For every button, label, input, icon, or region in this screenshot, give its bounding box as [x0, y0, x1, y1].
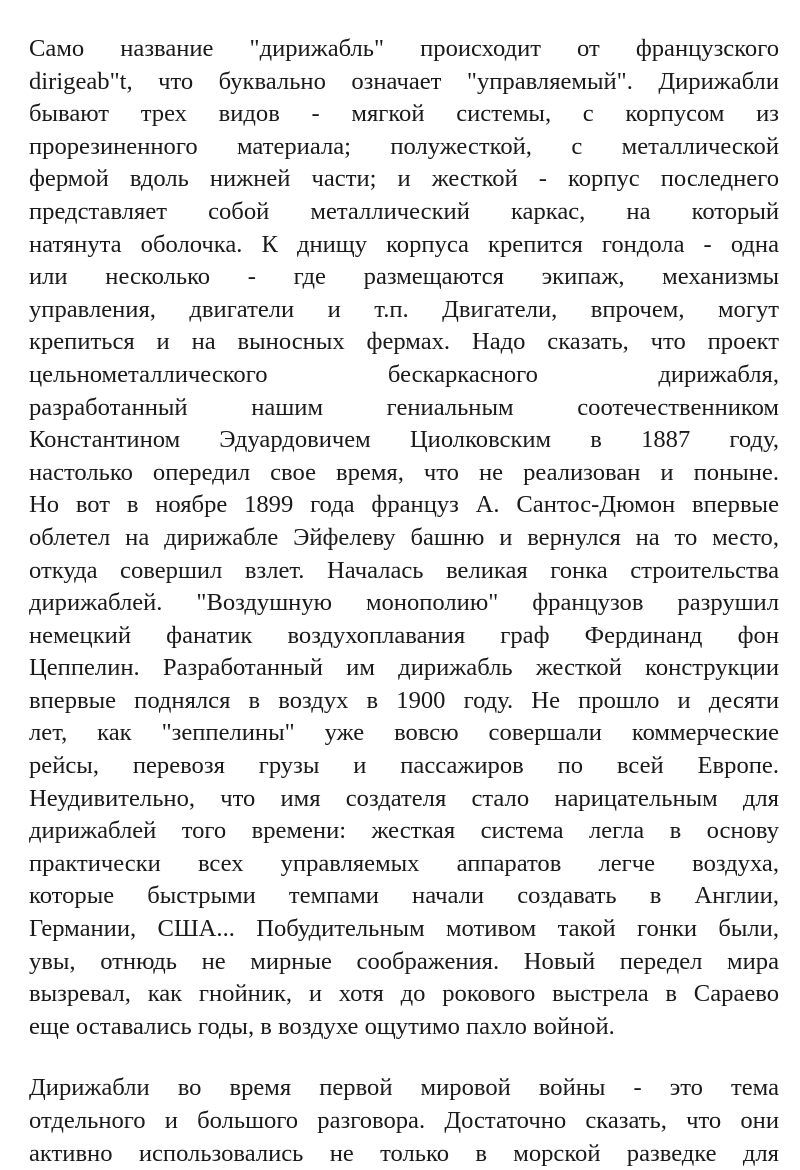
- text-line: Германии, США... Побудительным мотивом такой гонки были,: [29, 915, 779, 943]
- text-line: отдельного и большого разговора. Достаточно сказать, что они: [29, 1107, 779, 1134]
- text-line: дирижаблей того времени: жесткая система легла в основу: [29, 817, 779, 845]
- text-line: впервые поднялся в воздух в 1900 году. Не прошло и десяти: [29, 686, 779, 714]
- text-line: еще оставались годы, в воздухе ощутимо пахло войной.: [29, 1012, 615, 1040]
- text-line: откуда совершил взлет. Началась великая гонка строительства: [29, 556, 779, 584]
- text-line: Константином Эдуардовичем Циолковским в 1887 году,: [29, 426, 779, 454]
- text-line: которые быстрыми темпами начали создавать в Англии,: [29, 882, 779, 910]
- text-line: лет, как "зеппелины" уже вовсю совершали коммерческие: [29, 719, 779, 747]
- text-line: Само название "дирижабль" происходит от французского: [29, 35, 779, 62]
- text-line: практически всех управляемых аппаратов легче воздуха,: [29, 849, 779, 877]
- text-line: Цеппелин. Разработанный им дирижабль жесткой конструкции: [29, 654, 779, 682]
- text-line: настолько опередил свое время, что не реализован и поныне.: [29, 458, 779, 486]
- text-line: бывают трех видов - мягкой системы, с корпусом из: [29, 100, 779, 128]
- text-line: представляет собой металлический каркас, на который: [29, 197, 779, 225]
- text-line: дирижаблей. "Воздушную монополию" французов разрушил: [29, 589, 779, 617]
- text-line: активно использовались не только в морской разведке для: [29, 1139, 779, 1167]
- text-line: прорезиненного материала; полужесткой, с металлической: [29, 132, 779, 160]
- paragraph-2: [29, 1072, 779, 1170]
- text-line: немецкий фанатик воздухоплавания граф Фердинанд фон: [29, 621, 779, 649]
- text-line: крепиться и на выносных фермах. Надо сказать, что проект: [29, 328, 779, 356]
- text-line: управления, двигатели и т.п. Двигатели, впрочем, могут: [29, 295, 779, 323]
- text-line: фермой вдоль нижней части; и жесткой - корпус последнего: [29, 165, 779, 193]
- text-line: рейсы, перевозя грузы и пассажиров по всей Европе.: [29, 752, 779, 780]
- text-line: облетел на дирижабле Эйфелеву башню и вернулся на то место,: [29, 523, 779, 551]
- text-line: Неудивительно, что имя создателя стало нарицательным для: [29, 784, 779, 812]
- text-line: вызревал, как гнойник, и хотя до рокового выстрела в Сараево: [29, 980, 779, 1008]
- text-line: цельнометаллического бескаркасного дирижабля,: [29, 360, 779, 388]
- text-line: разработанный нашим гениальным соотечественником: [29, 393, 779, 421]
- text-line: натянута оболочка. К днищу корпуса крепится гондола - одна: [29, 230, 779, 258]
- paragraph-gap: [29, 1043, 779, 1072]
- text-line: Но вот в ноябре 1899 года француз А. Сантос-Дюмон впервые: [29, 491, 779, 519]
- text-line: Дирижабли во время первой мировой войны - это тема: [29, 1074, 779, 1102]
- document-page: [29, 33, 779, 1170]
- text-line: увы, отнюдь не мирные соображения. Новый передел мира: [29, 947, 779, 975]
- text-line: или несколько - где размещаются экипаж, механизмы: [29, 263, 779, 291]
- paragraph-1: [29, 33, 779, 1043]
- text-line: dirigeab"t, что буквально означает "управляемый". Дирижабли: [29, 67, 779, 95]
